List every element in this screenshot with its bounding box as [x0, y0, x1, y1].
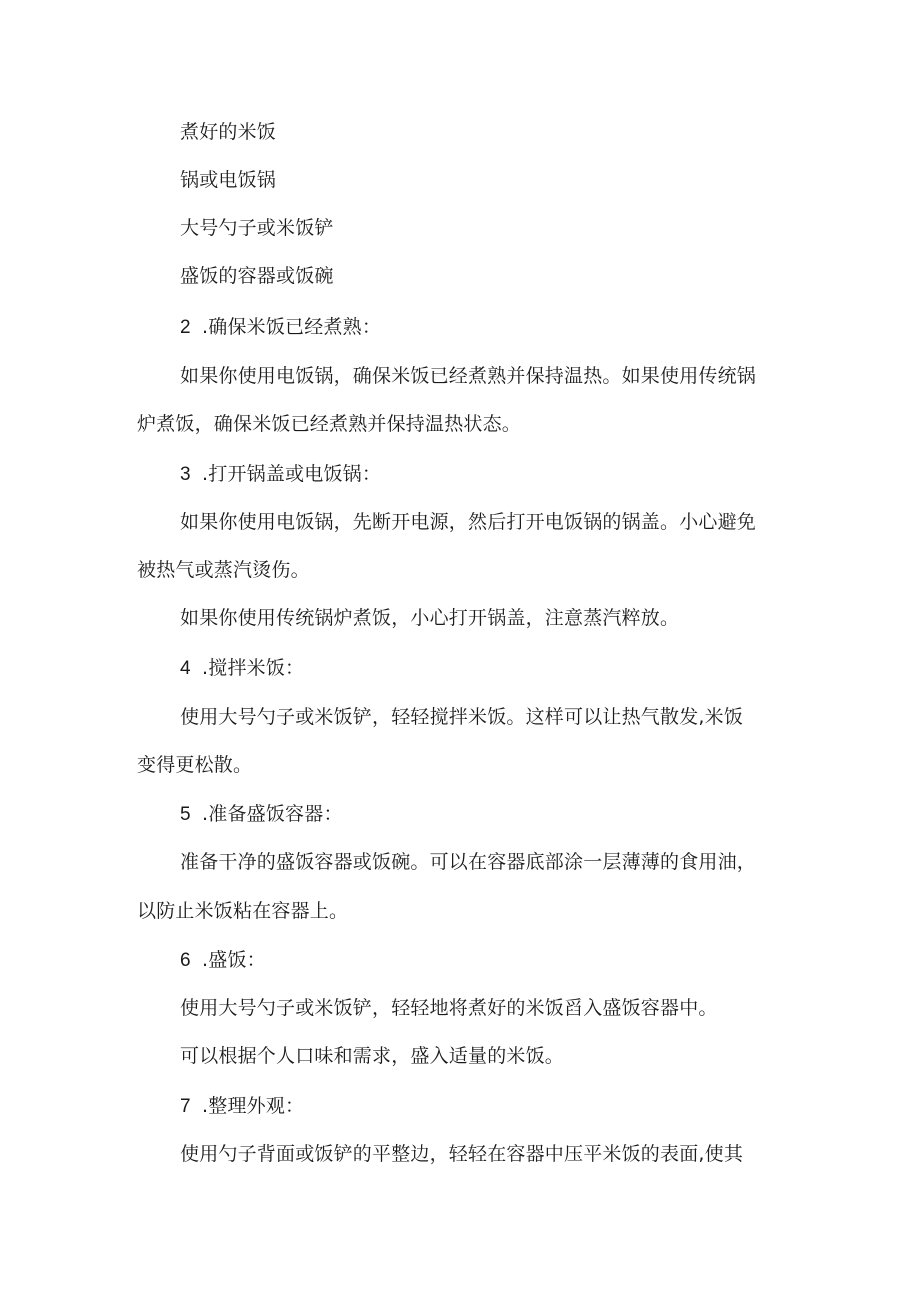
paragraph-line: 以防止米饭粘在容器上。 [137, 900, 349, 922]
step-number: 7 [180, 1096, 191, 1117]
paragraph-line: 使用大号勺子或米饭铲，轻轻搅拌米饭。这样可以让热气散发,米饭 [180, 706, 744, 728]
step-title: .搅拌米饭： [202, 657, 305, 679]
paragraph-line: 如果你使用传统锅炉煮饭，小心打开锅盖，注意蒸汽粹放。 [180, 607, 680, 629]
paragraph-line: 如果你使用电饭锅，确保米饭已经煮熟并保持温热。如果使用传统锅 [180, 365, 757, 387]
list-item: 盛饭的容器或饭碗 [180, 265, 334, 287]
step-heading [180, 946, 266, 975]
step-number: 6 [180, 950, 191, 971]
list-item: 锅或电饭锅 [180, 169, 277, 191]
paragraph-line: 可以根据个人口味和需求，盛入适量的米饭。 [180, 1045, 565, 1067]
step-heading [180, 313, 381, 342]
step-number: 2 [180, 317, 191, 338]
step-title: .打开锅盖或电饭锅： [202, 463, 382, 485]
step-title: .确保米饭已经煮熟： [202, 316, 382, 338]
step-title: .整理外观： [202, 1095, 305, 1117]
list-item: 煮好的米饭 [180, 121, 277, 143]
step-title: .盛饭： [202, 949, 266, 971]
list-item: 大号勺子或米饭铲 [180, 217, 334, 239]
step-heading [180, 1092, 304, 1121]
paragraph-line: 使用大号勺子或米饭铲，轻轻地将煮好的米饭舀入盛饭容器中。 [180, 997, 718, 1019]
step-number: 4 [180, 658, 191, 679]
step-title: .准备盛饭容器： [202, 803, 343, 825]
paragraph-line: 如果你使用电饭锅，先断开电源，然后打开电饭锅的锅盖。小心避免 [180, 511, 757, 533]
step-heading [180, 654, 304, 683]
paragraph-line: 变得更松散。 [137, 754, 253, 776]
step-number: 3 [180, 464, 191, 485]
paragraph-line: 被热气或蒸汽烫伤。 [137, 559, 310, 581]
step-number: 5 [180, 804, 191, 825]
step-heading [180, 460, 381, 489]
paragraph-line: 使用勺子背面或饭铲的平整边，轻轻在容器中压平米饭的表面,使其 [180, 1143, 744, 1165]
paragraph-line: 炉煮饭，确保米饭已经煮熟并保持温热状态。 [137, 413, 522, 435]
paragraph-line: 准备干净的盛饭容器或饭碗。可以在容器底部涂一层薄薄的食用油， [180, 851, 757, 873]
step-heading [180, 800, 343, 829]
